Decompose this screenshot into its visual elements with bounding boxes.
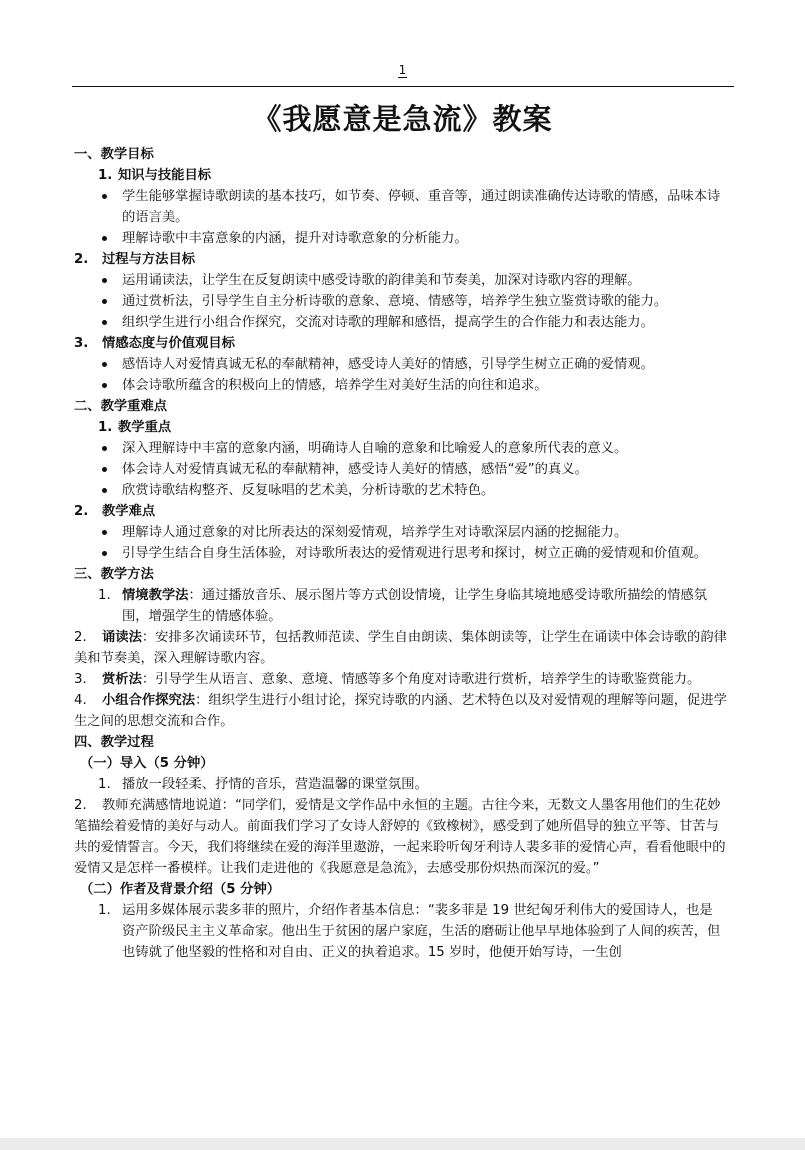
part-heading: （一）导入（5 分钟） — [80, 756, 214, 771]
part-heading: （二）作者及背景介绍（5 分钟） — [80, 882, 281, 897]
subsection-heading: 3. 情感态度与价值观目标 — [74, 336, 235, 351]
method-item: 2. 诵读法：安排多次诵读环节，包括教师范读、学生自由朗读、集体朗读等，让学生在诵读中体会诗歌的韵律美和节奏美，深入理解诗歌内容。 — [74, 630, 727, 666]
method-item: 1. 情境教学法：通过播放音乐、展示图片等方式创设情境，让学生身临其境地感受诗歌所描绘的情感氛围，增强学生的情感体验。 — [98, 588, 708, 624]
process-item: 2. 教师充满感情地说道：“同学们，爱情是文学作品中永恒的主题。古往今来，无数文人墨客用他们的生花妙笔描绘着爱情的美好与动人。前面我们学习了女诗人舒婷的《致橡树》，感受到了她所倡导的独立平等、甘苦与共的爱情誓言。今天，我们将继续在爱的海洋里遨游，一起来聆听匈牙利诗人裴多菲的爱情心声，看看他眼中的爱情又是怎样一番模样。让我们走进他的《我愿意是急流》，去感受那份炽热而深沉的爱。” — [74, 798, 726, 876]
subsection-heading: 2. 教学难点 — [74, 504, 156, 519]
subsection-heading: 2. 过程与方法目标 — [74, 252, 196, 267]
bullet-item: 组织学生进行小组合作探究，交流对诗歌的理解和感悟，提高学生的合作能力和表达能力。 — [74, 312, 734, 333]
bullet-item: 通过赏析法，引导学生自主分析诗歌的意象、意境、情感等，培养学生独立鉴赏诗歌的能力。 — [74, 291, 734, 312]
bullet-item: 体会诗人对爱情真诚无私的奉献精神，感受诗人美好的情感，感悟“爱”的真义。 — [74, 459, 734, 480]
bullet-item: 理解诗人通过意象的对比所表达的深刻爱情观，培养学生对诗歌深层内涵的挖掘能力。 — [74, 522, 734, 543]
bullet-item: 学生能够掌握诗歌朗读的基本技巧，如节奏、停顿、重音等，通过朗读准确传达诗歌的情感，品味本诗的语言美。 — [74, 186, 734, 228]
document-title: 《我愿意是急流》教案 — [252, 102, 553, 136]
section-heading: 一、教学目标 — [74, 147, 154, 162]
method-item: 4. 小组合作探究法：组织学生进行小组讨论，探究诗歌的内涵、艺术特色以及对爱情观的理解等问题，促进学生之间的思想交流和合作。 — [74, 693, 727, 729]
bullet-item: 感悟诗人对爱情真诚无私的奉献精神，感受诗人美好的情感，引导学生树立正确的爱情观。 — [74, 354, 734, 375]
document-body — [74, 144, 734, 963]
bullet-item: 体会诗歌所蕴含的积极向上的情感，培养学生对美好生活的向往和追求。 — [74, 375, 734, 396]
section-heading: 二、教学重难点 — [74, 399, 168, 414]
bullet-item: 深入理解诗中丰富的意象内涵，明确诗人自喻的意象和比喻爱人的意象所代表的意义。 — [74, 438, 734, 459]
bullet-item: 引导学生结合自身生活体验，对诗歌所表达的爱情观进行思考和探讨，树立正确的爱情观和价值观。 — [74, 543, 734, 564]
subsection-heading: 1. 知识与技能目标 — [98, 168, 212, 183]
process-item: 1. 播放一段轻柔、抒情的音乐，营造温馨的课堂氛围。 — [98, 777, 428, 792]
page-number: 1 — [398, 63, 407, 77]
header-rule — [72, 86, 734, 87]
section-heading: 三、教学方法 — [74, 567, 154, 582]
subsection-heading: 1. 教学重点 — [98, 420, 172, 435]
bullet-item: 运用诵读法，让学生在反复朗读中感受诗歌的韵律美和节奏美，加深对诗歌内容的理解。 — [74, 270, 734, 291]
section-heading: 四、教学过程 — [74, 735, 154, 750]
process-item: 1. 运用多媒体展示裴多菲的照片，介绍作者基本信息：“裴多菲是 19 世纪匈牙利伟大的爱国诗人，也是资产阶级民主主义革命家。他出生于贫困的屠户家庭，生活的磨砺让他早早地体验到了人间的疾苦，但也铸就了他坚毅的性格和对自由、正义的执着追求。15 岁时，他便开始写诗，一生创 — [98, 903, 721, 960]
method-item: 3. 赏析法：引导学生从语言、意象、意境、情感等多个角度对诗歌进行赏析，培养学生的诗歌鉴赏能力。 — [74, 672, 701, 687]
bullet-item: 理解诗歌中丰富意象的内涵，提升对诗歌意象的分析能力。 — [74, 228, 734, 249]
bullet-item: 欣赏诗歌结构整齐、反复咏唱的艺术美，分析诗歌的艺术特色。 — [74, 480, 734, 501]
